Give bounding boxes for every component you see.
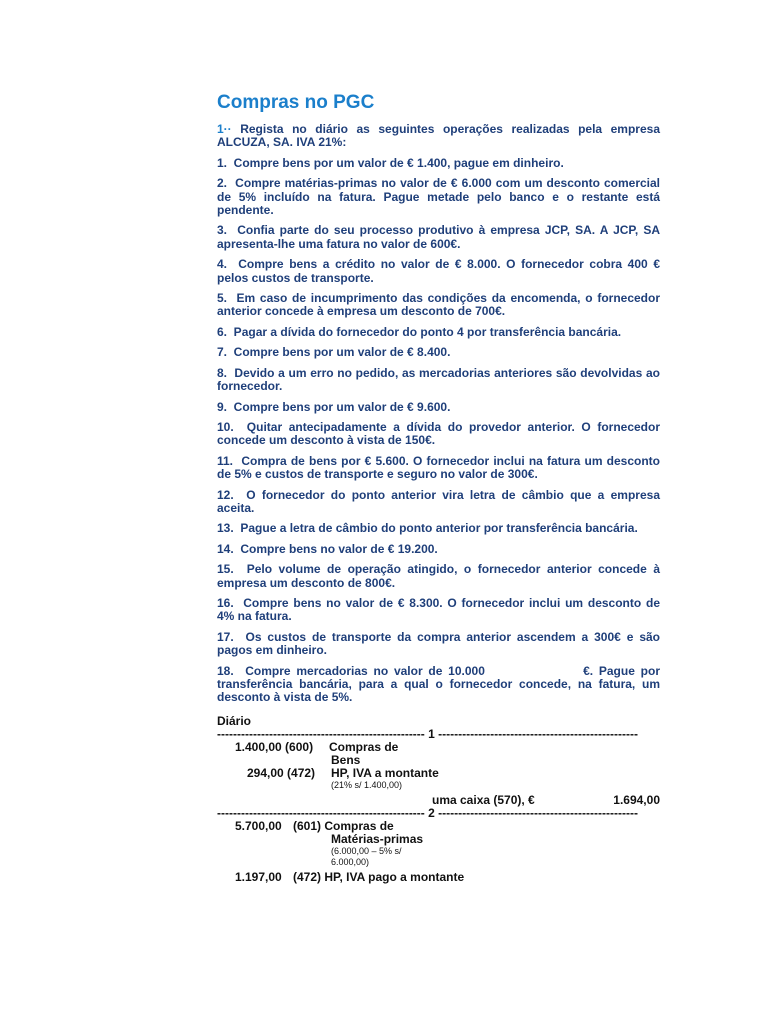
item-text: Regista no diário as seguintes operações realizadas pela empresa ALCUZA, SA. IVA 21%: (217, 122, 663, 150)
exercise-item (217, 176, 664, 218)
item-text: Compre bens no valor de € 19.200. (233, 541, 438, 556)
exercise-item (217, 595, 664, 624)
credit-account: uma caixa (570), € (432, 792, 535, 807)
item-number: 5. (217, 291, 228, 306)
item-text: Compre bens por um valor de € 1.400, pague em dinheiro. (227, 155, 564, 170)
page-title: Compras no PGC (217, 92, 375, 113)
calc-note: (6.000,00 – 5% s/ (331, 845, 402, 856)
item-number: 9. (217, 399, 228, 414)
item-number: 16. (217, 595, 234, 610)
exercise-item (217, 401, 660, 414)
credit-amount: 1.694,00 (613, 792, 660, 807)
exercise-intro (217, 122, 663, 150)
exercise-item (217, 223, 664, 251)
item-number: 1·· (217, 122, 232, 136)
item-text: Pague a letra de câmbio do ponto anterior por transferência bancária. (233, 521, 638, 536)
account-name: HP, IVA a montante (331, 765, 439, 780)
item-text: O fornecedor do ponto anterior vira letra de câmbio que a empresa aceita. (217, 487, 664, 515)
debit-amount: 1.197,00 (235, 869, 282, 884)
exercise-item (217, 365, 664, 394)
exercise-item (217, 522, 660, 535)
item-text: Compre bens por um valor de € 8.400. (227, 345, 451, 360)
account-name: Compras de (329, 739, 399, 754)
exercise-item (217, 543, 660, 556)
exercise-item (217, 453, 664, 482)
exercise-item (217, 663, 664, 705)
journal-entry-2 (217, 820, 660, 884)
exercise-item (217, 419, 664, 448)
calc-note: (21% s/ 1.400,00) (331, 779, 403, 790)
exercise-item (217, 157, 660, 170)
item-text: Compre bens no valor de € 8.300. O fornecedor inclui um desconto de 4% na fatura. (217, 595, 664, 624)
debit-amount: 1.400,00 (600) (235, 739, 314, 754)
item-number: 17. (217, 629, 234, 644)
account-name: (601) Compras de (293, 818, 394, 833)
item-text: Confia parte do seu processo produtivo à empresa JCP, SA. A JCP, SA apresenta-lhe uma fatura no valor de 600€. (217, 223, 664, 251)
debit-amount: 5.700,00 (235, 818, 282, 833)
item-number: 14. (217, 541, 234, 556)
item-number: 10. (217, 419, 234, 434)
account-name-cont: Bens (331, 752, 361, 767)
item-text: Os custos de transporte da compra anterior ascendem a 300€ e são pagos em dinheiro. (217, 629, 664, 658)
item-number: 18. (217, 663, 234, 678)
item-text: Compre mercadorias no valor de 10.000 €. Pague por transferência bancária, para a qual o fornecedor concede, na fatura, um desconto à vista de 5%. (217, 663, 664, 705)
entry-separator-1: ---------------------------------------------------- 1 -------------------------------------------------- (217, 727, 638, 741)
item-number: 12. (217, 487, 234, 502)
item-number: 8. (217, 365, 228, 380)
exercise-item (217, 257, 664, 285)
debit-amount: 294,00 (472) (247, 765, 316, 780)
exercise-item (217, 562, 664, 590)
item-number: 11. (217, 453, 234, 468)
diario-title: Diário (217, 713, 252, 728)
exercise-item (217, 346, 660, 359)
item-number: 7. (217, 345, 228, 360)
item-number: 13. (217, 521, 234, 536)
item-text: Quitar antecipadamente a dívida do provedor anterior. O fornecedor concede um desconto à vista de 150€. (217, 419, 664, 448)
item-text: Em caso de incumprimento das condições da encomenda, o fornecedor anterior concede à empresa um desconto de 700€. (217, 291, 664, 319)
entry-separator-2: ---------------------------------------------------- 2 -------------------------------------------------- (217, 806, 638, 820)
item-text: Devido a um erro no pedido, as mercadorias anteriores são devolvidas ao fornecedor. (217, 365, 664, 394)
item-text: Pelo volume de operação atingido, o fornecedor anterior concede à empresa um desconto de 800€. (217, 562, 664, 590)
account-name: (472) HP, IVA pago a montante (293, 869, 465, 884)
exercise-item (217, 629, 664, 658)
item-number: 15. (217, 562, 234, 577)
item-text: Compre bens a crédito no valor de € 8.000. O fornecedor cobra 400 € pelos custos de transporte. (217, 257, 664, 285)
item-number: 6. (217, 324, 228, 339)
item-text: Compre matérias-primas no valor de € 6.000 com um desconto comercial de 5% incluído na fatura. Pague metade pelo banco e o restante está pendente. (217, 176, 664, 218)
journal-entry-1 (217, 741, 660, 807)
exercise-item (217, 487, 664, 516)
exercise-item (217, 291, 664, 319)
item-number: 3. (217, 223, 228, 238)
item-text: Compra de bens por € 5.600. O fornecedor inclui na fatura um desconto de 5% e custos de transporte e seguro no valor de 300€. (217, 453, 664, 482)
document-page (217, 92, 664, 884)
account-name-cont: Matérias-primas (331, 831, 424, 846)
item-number: 1. (217, 155, 228, 170)
item-text: Compre bens por um valor de € 9.600. (227, 399, 451, 414)
item-number: 2. (217, 176, 228, 191)
exercise-item (217, 326, 660, 339)
calc-note: 6.000,00) (331, 856, 370, 867)
item-text: Pagar a dívida do fornecedor do ponto 4 por transferência bancária. (227, 324, 622, 339)
exercise-list (217, 122, 664, 705)
item-number: 4. (217, 257, 228, 272)
